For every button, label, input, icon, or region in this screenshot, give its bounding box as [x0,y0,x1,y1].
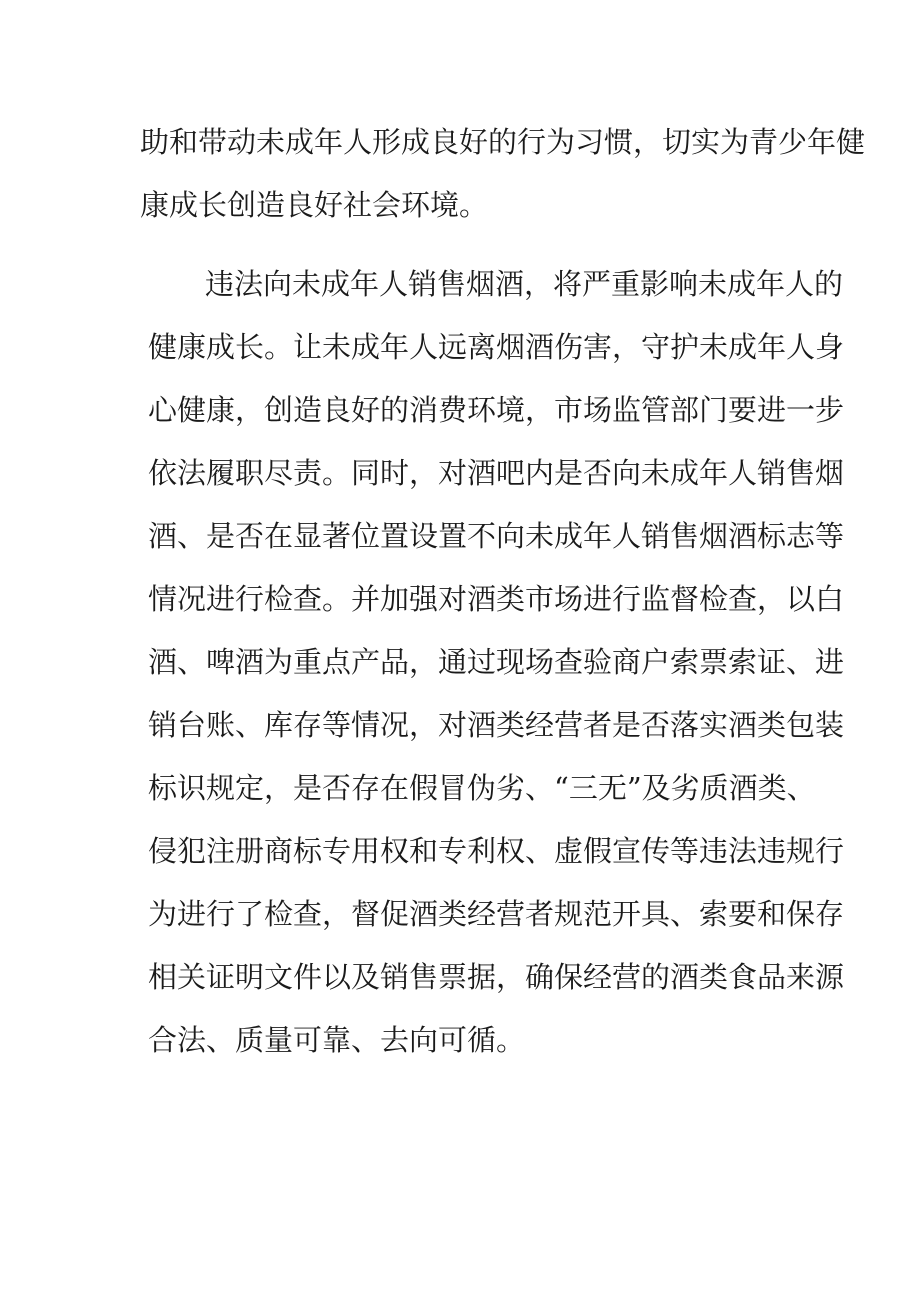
paragraph-line: 依法履职尽责。同时，对酒吧内是否向未成年人销售烟 [148,456,845,490]
paragraph-line: 助和带动未成年人形成良好的行为习惯，切实为青少年健 [140,125,866,159]
paragraph-line: 情况进行检查。并加强对酒类市场进行监督检查，以白 [148,582,845,616]
paragraph-line: 酒、啤酒为重点产品，通过现场查验商户索票索证、进 [148,645,845,679]
paragraph-line: 违法向未成年人销售烟酒，将严重影响未成年人的 [205,267,844,301]
paragraph-line: 侵犯注册商标专用权和专利权、虚假宣传等违法违规行 [148,834,845,868]
paragraph-line: 合法、质量可靠、去向可循。 [148,1023,526,1057]
paragraph-line: 康成长创造良好社会环境。 [140,188,489,222]
paragraph-line: 相关证明文件以及销售票据，确保经营的酒类食品来源 [148,960,845,994]
paragraph-line: 销台账、库存等情况，对酒类经营者是否落实酒类包装 [148,708,845,742]
paragraph-line: 酒、是否在显著位置设置不向未成年人销售烟酒标志等 [148,519,845,553]
paragraph-line: 标识规定，是否存在假冒伪劣、“三无”及劣质酒类、 [148,771,816,805]
paragraph-line: 健康成长。让未成年人远离烟酒伤害，守护未成年人身 [148,330,845,364]
paragraph-line: 为进行了检查，督促酒类经营者规范开具、索要和保存 [148,897,845,931]
paragraph-line: 心健康，创造良好的消费环境，市场监管部门要进一步 [148,393,845,427]
